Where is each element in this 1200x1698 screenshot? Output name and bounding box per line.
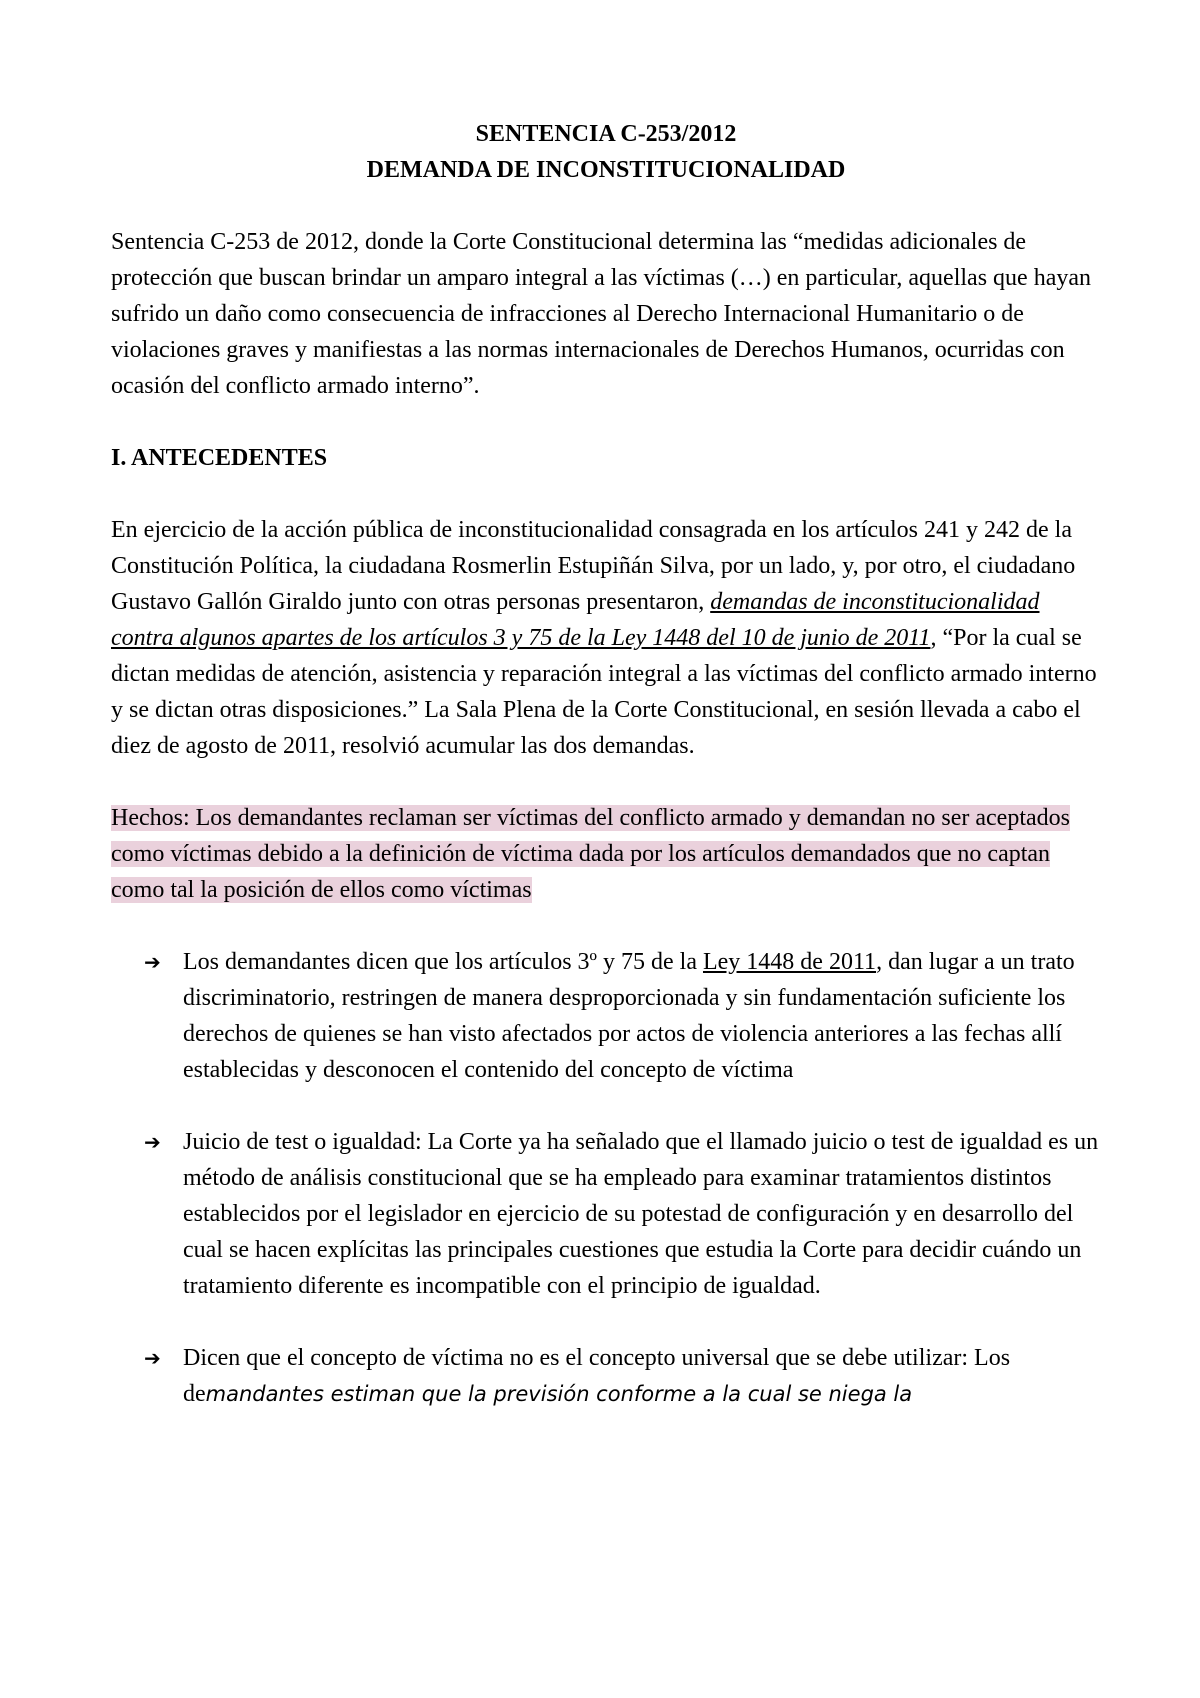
intro-paragraph: Sentencia C-253 de 2012, donde la Corte Constitucional determina las “medidas adicionales de protección que buscan brindar un amparo integral a las víctimas (…) en particular, aquellas que hayan sufrido un daño como consecuencia de infracciones al Derecho Internacional Humanitario o de violaciones graves y manifiestas a las normas internacionales de Derechos Humanos, ocurridas con ocasión del conflicto armado interno”. [111,229,1091,399]
bullet2-text: Juicio de test o igualdad: La Corte ya ha señalado que el llamado juicio o test de igualdad es un método de análisis constitucional que se ha empleado para examinar tratamientos distintos establecidos por el legislador en ejercicio de su potestad de configuración y en desarrollo del cual se hacen explícitas las principales cuestiones que estudia la Corte para decidir cuándo un tratamiento diferente es incompatible con el principio de igualdad. [183,1129,1099,1299]
demandas-link[interactable]: demandas de inconstitucionalidad contra algunos apartes de los artículos 3 y 75 de la Ley 1448 del 10 de junio de 2011 [111,589,1040,651]
list-item [111,1340,1101,1412]
ley-1448-link[interactable]: Ley 1448 de 2011 [702,949,877,975]
list-item [111,1124,1101,1304]
section-heading-antecedentes: I. ANTECEDENTES [111,445,328,471]
bullet3-text-part2: mandantes estiman que la previsión conforme a la cual se niega la [205,1382,913,1406]
bullet-list [111,944,1101,1412]
document-subtitle: DEMANDA DE INCONSTITUCIONALIDAD [366,157,846,183]
antecedentes-text-part2: , “Por la cual se dictan medidas de atención, asistencia y reparación integral a las víctimas del conflicto armado interno y se dictan otras disposiciones.” La Sala Plena de la Corte Constitucional, en sesión llevada a cabo el diez de agosto de 2011, resolvió acumular las dos demandas. [111,625,1097,759]
bullet1-text-part2: , dan lugar a un trato discriminatorio, restringen de manera desproporcionada y sin fundamentación suficiente los derechos de quienes se han visto afectados por actos de violencia anteriores a las fechas allí establecidas y desconocen el contenido del concepto de víctima [183,949,1075,1083]
arrow-bullet-icon: ➔ [144,950,161,974]
document-body [111,116,1101,1448]
list-item [111,944,1101,1088]
antecedentes-text-part1: En ejercicio de la acción pública de inconstitucionalidad consagrada en los artículos 241 y 242 de la Constitución Política, la ciudadana Rosmerlin Estupiñán Silva, por un lado, y, por otro, el ciudadano Gustavo Gallón Giraldo junto con otras personas presentaron, [111,517,1076,615]
hechos-paragraph [111,800,1101,908]
bullet3-text-part1: Dicen que el concepto de víctima no es el concepto universal que se debe utilizar: Los de [183,1345,1011,1407]
bullet1-text-part1: Los demandantes dicen que los artículos 3º y 75 de la [183,949,703,975]
arrow-bullet-icon: ➔ [144,1346,161,1370]
document-title: SENTENCIA C-253/2012 [475,121,737,147]
hechos-highlight: Hechos: Los demandantes reclaman ser víctimas del conflicto armado y demandan no ser aceptados como víctimas debido a la definición de víctima dada por los artículos demandados que no captan como tal la posición de ellos como víctimas [111,805,1070,903]
arrow-bullet-icon: ➔ [144,1130,161,1154]
antecedentes-paragraph [111,512,1101,764]
